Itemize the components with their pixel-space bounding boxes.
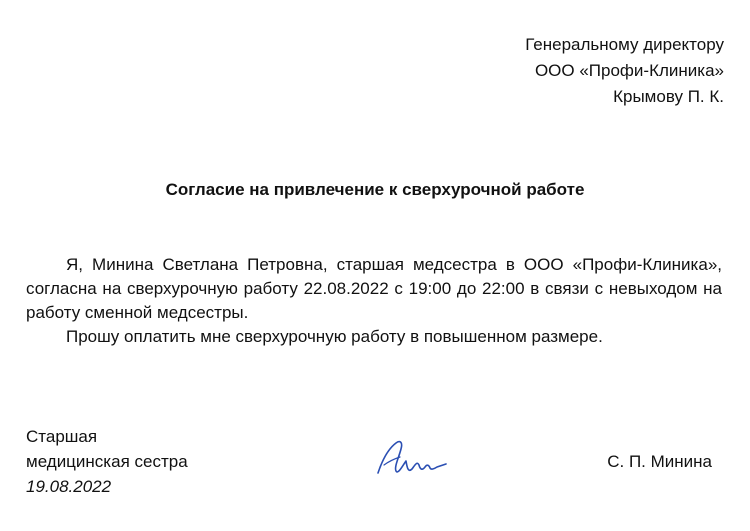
handwritten-signature-icon bbox=[370, 435, 448, 479]
position-line-1: Старшая bbox=[26, 427, 98, 446]
document-title: Согласие на привлечение к сверхурочной работе bbox=[165, 180, 585, 199]
signer-name: С. П. Минина bbox=[607, 452, 712, 471]
body-paragraph-1: Я, Минина Светлана Петровна, старшая медсестра в ООО «Профи-Клиника», согласна на сверхурочную работу 22.08.2022 с 19:00 до 22:00 в связи с невыходом на работу сменной медсестры. bbox=[26, 255, 722, 322]
addressee-line-3: Крымову П. К. bbox=[613, 87, 724, 106]
signature-date: 19.08.2022 bbox=[26, 477, 112, 496]
addressee-line-2: ООО «Профи-Клиника» bbox=[534, 61, 724, 80]
signer-position-block bbox=[26, 424, 188, 499]
body-paragraph-2: Прошу оплатить мне сверхурочную работу в повышенном размере. bbox=[66, 327, 603, 346]
addressee-line-1: Генеральному директору bbox=[525, 35, 724, 54]
addressee-block bbox=[525, 32, 724, 110]
position-line-2: медицинская сестра bbox=[26, 452, 188, 471]
document-body bbox=[26, 253, 722, 349]
